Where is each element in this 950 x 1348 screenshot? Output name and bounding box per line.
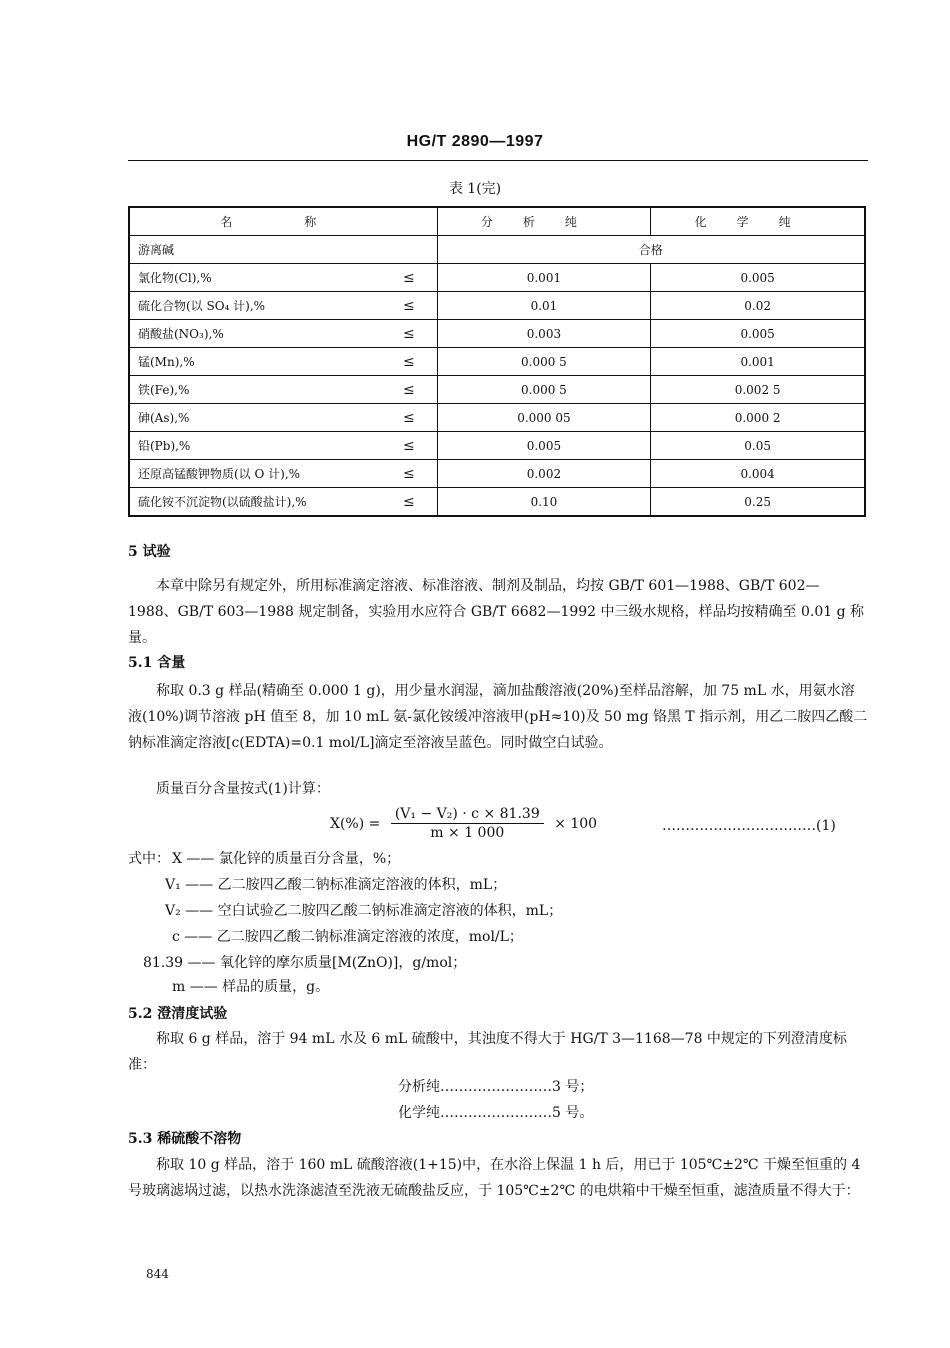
calc-instruction: 质量百分含量按式(1)计算： [156, 781, 330, 797]
section-5-1-paragraph: 称取 0.3 g 样品(精确至 0.000 1 g)，用少量水润湿，滴加盐酸溶液(20%)至样品溶解，加 75 mL 水，用氨水溶液(10%)调节溶液 pH 值至 8，加 10 mL 氨-氯化铵缓冲溶液甲(pH≈10)及 50 mg 铬黑 T 指示剂，用乙二胺四乙酸二钠标准滴定溶液[c(EDTA)=0.1 mol/L]滴定至溶液呈蓝色。同时做空白试验。 [128, 683, 868, 751]
document-header: HG/T 2890—1997 [406, 133, 544, 150]
clarity-standard-cp: 化学纯……………………5 号。 [398, 1105, 594, 1121]
formula-numerator: (V₁ − V₂) · c × 81.39 [391, 806, 544, 824]
clarity-standard-ar: 分析纯……………………3 号； [398, 1079, 594, 1095]
table-row [129, 432, 865, 460]
row-operator: ≤ [381, 488, 437, 517]
row-value-cp: 0.002 5 [651, 376, 865, 404]
row-value-ar: 0.005 [437, 432, 651, 460]
header-cell-ar: 分析纯 [437, 207, 651, 236]
row-operator: ≤ [381, 376, 437, 404]
variable-definition: V₁ —— 乙二胺四乙酸二钠标准滴定溶液的体积，mL； [165, 877, 507, 893]
section-5-3-title: 5.3 稀硫酸不溶物 [128, 1131, 242, 1147]
specification-table [128, 206, 866, 517]
table-header-row [129, 207, 865, 236]
formula-lhs: X(%) = [330, 815, 381, 832]
row-value-ar: 0.002 [437, 460, 651, 488]
row-name: 还原高锰酸钾物质(以 O 计),% [129, 460, 381, 488]
table-caption: 表 1(完) [448, 181, 502, 197]
header-cell-cp: 化学纯 [651, 207, 865, 236]
table-row [129, 264, 865, 292]
row-value-cp: 0.005 [651, 264, 865, 292]
variable-definition: m —— 样品的质量，g。 [172, 979, 330, 995]
row-value-cp: 0.02 [651, 292, 865, 320]
table-row [129, 236, 865, 264]
table-row [129, 320, 865, 348]
variable-definition: 81.39 —— 氧化锌的摩尔质量[M(ZnO)]，g/mol； [143, 955, 467, 971]
row-operator: ≤ [381, 264, 437, 292]
row-value-cp: 0.004 [651, 460, 865, 488]
row-value-ar: 0.001 [437, 264, 651, 292]
section-5-1-title: 5.1 含量 [128, 655, 186, 671]
row-value-cp: 0.000 2 [651, 404, 865, 432]
row-name: 砷(As),% [129, 404, 381, 432]
table-row [129, 376, 865, 404]
row-merged-value: 合格 [437, 236, 865, 264]
table-row [129, 348, 865, 376]
table-row [129, 404, 865, 432]
section-5-2-paragraph: 称取 6 g 样品，溶于 94 mL 水及 6 mL 硫酸中，其浊度不得大于 HG/T 3—1168—78 中规定的下列澄清度标准： [128, 1031, 847, 1073]
table-row [129, 460, 865, 488]
variable-definition: c —— 乙二胺四乙酸二钠标准滴定溶液的浓度，mol/L； [172, 929, 523, 945]
row-name: 锰(Mn),% [129, 348, 381, 376]
formula-number: ……………………………(1) [662, 818, 836, 834]
row-operator: ≤ [381, 404, 437, 432]
row-value-ar: 0.01 [437, 292, 651, 320]
row-operator: ≤ [381, 348, 437, 376]
row-value-ar: 0.003 [437, 320, 651, 348]
section-5-3-paragraph: 称取 10 g 样品，溶于 160 mL 硫酸溶液(1+15)中，在水浴上保温 1 h 后，用已于 105℃±2℃ 干燥至恒重的 4 号玻璃滤埚过滤，以热水洗涤滤渣至洗液无硫酸盐反应，于 105℃±2℃ 的电烘箱中干燥至恒重，滤渣质量不得大于： [128, 1157, 861, 1199]
row-operator: ≤ [381, 460, 437, 488]
section-5-title: 5 试验 [128, 544, 171, 560]
header-rule [128, 160, 868, 161]
row-operator: ≤ [381, 292, 437, 320]
header-cell-name: 名 称 [129, 207, 437, 236]
where-label: 式中： [128, 851, 170, 867]
row-operator: ≤ [381, 320, 437, 348]
row-name: 硫化铵不沉淀物(以硫酸盐计),% [129, 488, 381, 517]
section-5-2-title: 5.2 澄清度试验 [128, 1006, 228, 1022]
row-value-cp: 0.001 [651, 348, 865, 376]
row-operator: ≤ [381, 432, 437, 460]
formula-rhs: × 100 [554, 815, 598, 832]
row-value-cp: 0.25 [651, 488, 865, 517]
row-value-ar: 0.000 5 [437, 376, 651, 404]
formula-denominator: m × 1 000 [430, 825, 505, 841]
table-row [129, 488, 865, 517]
row-value-ar: 0.10 [437, 488, 651, 517]
row-name: 铅(Pb),% [129, 432, 381, 460]
row-value-cp: 0.05 [651, 432, 865, 460]
table-row [129, 292, 865, 320]
formula-fraction [391, 806, 544, 841]
variable-definition: X —— 氯化锌的质量百分含量，%； [172, 851, 401, 867]
row-value-ar: 0.000 05 [437, 404, 651, 432]
row-value-cp: 0.005 [651, 320, 865, 348]
row-name: 铁(Fe),% [129, 376, 381, 404]
section-5-intro: 本章中除另有规定外，所用标准滴定溶液、标准溶液、制剂及制品，均按 GB/T 601—1988、GB/T 602—1988、GB/T 603—1988 规定制备，实验用水应符合 GB/T 6682—1992 中三级水规格，样品均按精确至 0.01 g 称量。 [128, 578, 865, 646]
row-operator [381, 236, 437, 264]
row-name: 游离碱 [129, 236, 381, 264]
row-name: 硝酸盐(NO₃),% [129, 320, 381, 348]
row-value-ar: 0.000 5 [437, 348, 651, 376]
page-number: 844 [146, 1267, 169, 1281]
row-name: 氯化物(Cl),% [129, 264, 381, 292]
formula-1 [330, 806, 597, 841]
row-name: 硫化合物(以 SO₄ 计),% [129, 292, 381, 320]
variable-definition: V₂ —— 空白试验乙二胺四乙酸二钠标准滴定溶液的体积，mL； [165, 903, 563, 919]
